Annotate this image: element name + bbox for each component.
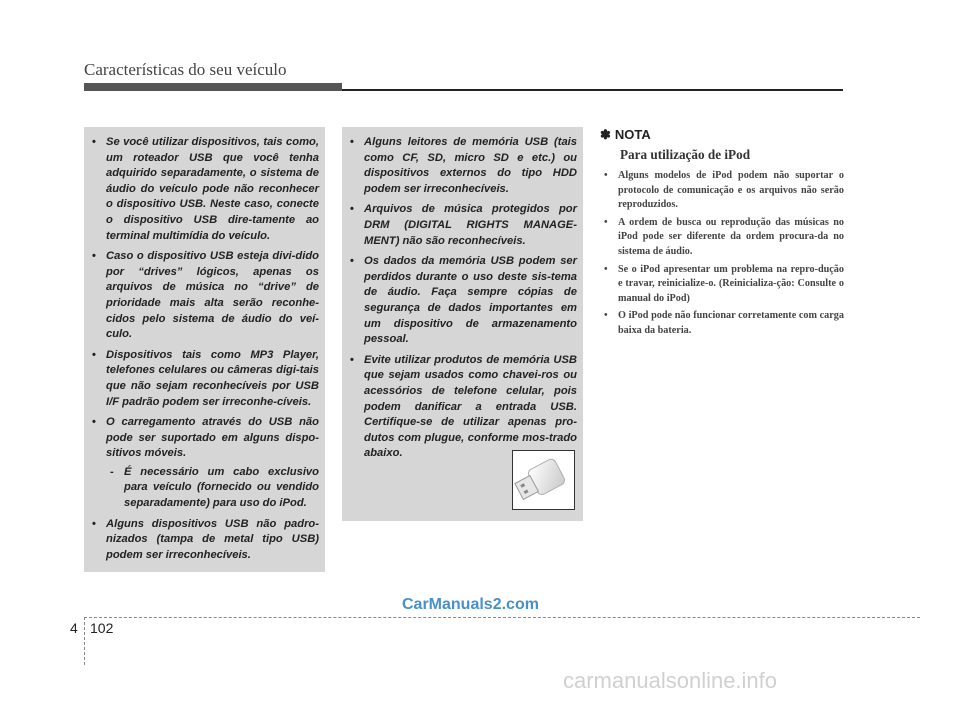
page-number: 102 xyxy=(90,620,114,636)
note-star-icon: ✽ xyxy=(600,127,611,142)
mid-bullet-list xyxy=(348,135,577,462)
list-item: • Alguns modelos de iPod podem não suportar o protocolo de comunicação e os arquivos não serão reproduzidos. xyxy=(600,169,844,213)
list-item: • A ordem de busca ou reprodução das músicas no iPod pode ser diferente da ordem procura-da no sistema de áudio. xyxy=(600,216,844,260)
list-item: • Caso o dispositivo USB esteja divi-dido por “drives” lógicos, apenas os arquivos de música no “drive” de prioridade mais alta serão reconhe-cidos pelo sistema de áudio do veí-culo. xyxy=(90,249,319,343)
chapter-number: 4 xyxy=(70,620,78,636)
footer-divider xyxy=(84,617,85,665)
page-header-title: Características do seu veículo xyxy=(84,60,287,79)
note-bullet-list xyxy=(600,169,844,339)
usb-flash-drive-icon xyxy=(512,450,575,510)
list-item: • Se você utilizar dispositivos, tais como, um roteador USB que você tenha adquirido separadamente, o sistema de áudio do veículo pode não reconhecer o dispositivo USB. Neste caso, conecte o dispositivo USB dire-tamente ao terminal multimídia do veículo. xyxy=(90,135,319,244)
left-bullet-list xyxy=(90,135,319,563)
note-title: NOTA xyxy=(614,127,651,142)
footer-rule xyxy=(84,617,920,618)
list-item: • Alguns dispositivos USB não padro-nizados (tampa de metal tipo USB) podem ser irreconhecíveis. xyxy=(90,517,319,564)
list-item: • O carregamento através do USB não pode ser suportado em alguns dispo-sitivos móveis. xyxy=(90,415,319,462)
header-rule xyxy=(342,89,843,91)
list-subitem: - É necessário um cabo exclusivo para veículo (fornecido ou vendido separadamente) para uso do iPod. xyxy=(90,465,319,512)
header-bar xyxy=(84,83,342,91)
list-item: • Arquivos de música protegidos por DRM (DIGITAL RIGHTS MANAGE-MENT) não são reconhecíveis. xyxy=(348,202,577,249)
list-item: • O iPod pode não funcionar corretamente com carga baixa da bateria. xyxy=(600,309,844,338)
watermark-top: CarManuals2.com xyxy=(402,596,539,613)
note-section xyxy=(600,127,844,342)
note-heading xyxy=(600,127,844,143)
note-subtitle: Para utilização de iPod xyxy=(620,147,751,162)
list-item: • Evite utilizar produtos de memória USB que sejam usados como chavei-ros ou acessórios de telefone celular, pois podem danificar a entrada USB. Certifique-se de utilizar apenas pro-dutos com plugue, conforme mos-trado abaixo. xyxy=(348,353,577,462)
watermark-bottom: carmanualsonline.info xyxy=(563,668,778,693)
list-item: • Se o iPod apresentar um problema na repro-dução e travar, reinicialize-o. (Reinicializa-ção: Consulte o manual do iPod) xyxy=(600,263,844,307)
list-item: • Alguns leitores de memória USB (tais como CF, SD, micro SD e etc.) ou dispositivos externos do tipo HDD podem ser irreconhecíveis. xyxy=(348,135,577,197)
list-item: • Os dados da memória USB podem ser perdidos durante o uso deste sis-tema de áudio. Faça sempre cópias de segurança de dados importantes em um dispositivo de armazenamento pessoal. xyxy=(348,254,577,348)
left-caution-panel xyxy=(84,127,325,572)
list-item: • Dispositivos tais como MP3 Player, telefones celulares ou câmeras digi-tais que não sejam reconhecíveis por USB I/F padrão podem ser irreconhe-cíveis. xyxy=(90,348,319,410)
